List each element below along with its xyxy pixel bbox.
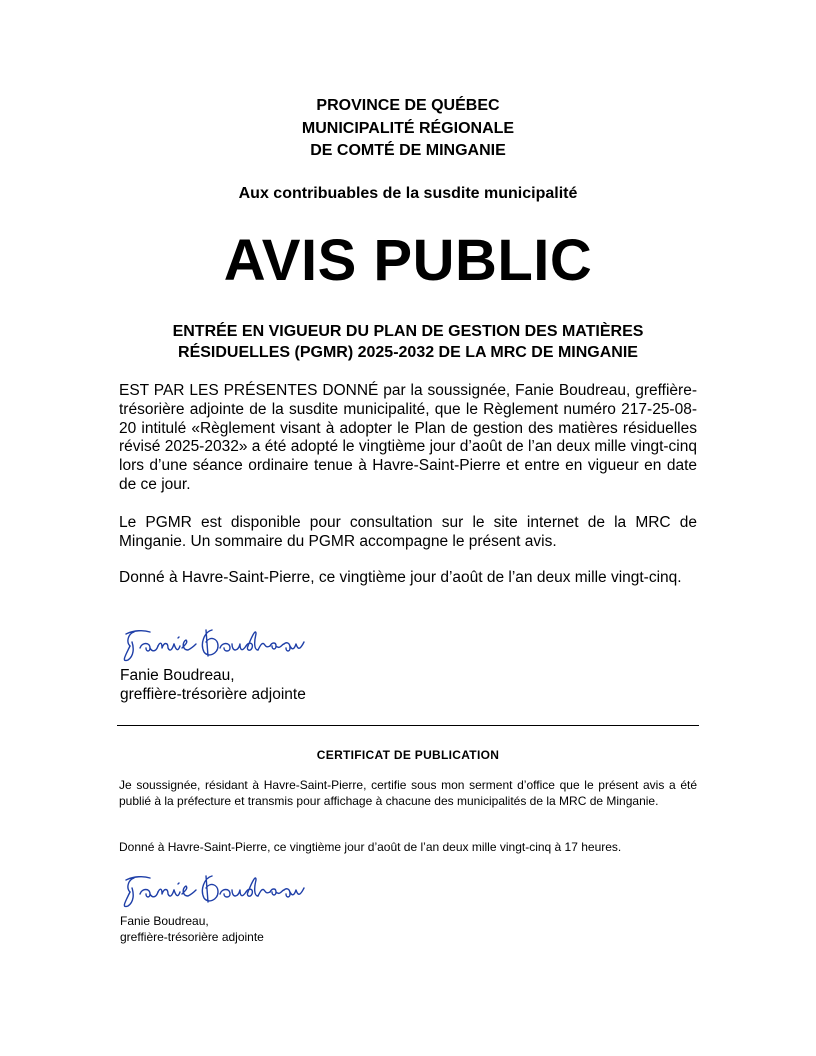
header-county: DE COMTÉ DE MINGANIE xyxy=(310,142,506,159)
certificate-title: CERTIFICAT DE PUBLICATION xyxy=(316,748,500,762)
body-paragraph-3: Donné à Havre-Saint-Pierre, ce vingtième jour d’août de l’an deux mille vingt-cinq. xyxy=(119,569,682,586)
certificate-paragraph-2: Donné à Havre-Saint-Pierre, ce vingtième jour d’août de l’an deux mille vingt-cinq à 17 heures. xyxy=(119,840,622,854)
signer-title: greffière-trésorière adjointe xyxy=(120,686,306,703)
addressee-line: Aux contribuables de la susdite municipalité xyxy=(238,185,578,202)
certificate-signer-title: greffière-trésorière adjointe xyxy=(120,930,264,944)
header-province: PROVINCE DE QUÉBEC xyxy=(316,97,500,114)
body-paragraph-1: EST PAR LES PRÉSENTES DONNÉ par la soussignée, Fanie Boudreau, greffière-trésorière adjointe de la susdite municipalité, que le Règlement numéro 217-25-08-20 intitulé «Règlement visant à adopter le Plan de gestion des matières résiduelles révisé 2025-2032» a été adopté le vingtième jour d’août de l’an deux mille vingt-cinq lors d’une séance ordinaire tenue à Havre-Saint-Pierre et entre en vigueur en date de ce jour. xyxy=(119,382,697,493)
subject-line-2: RÉSIDUELLES (PGMR) 2025-2032 DE LA MRC DE MINGANIE xyxy=(178,344,638,361)
header-municipality: MUNICIPALITÉ RÉGIONALE xyxy=(301,120,515,137)
certificate-signer-name: Fanie Boudreau, xyxy=(120,914,209,928)
notice-subject xyxy=(120,321,696,363)
handwritten-signature xyxy=(120,622,320,666)
certificate-handwritten-signature xyxy=(120,868,320,912)
subject-line-1: ENTRÉE EN VIGUEUR DU PLAN DE GESTION DES MATIÈRES xyxy=(172,323,644,340)
signer-name: Fanie Boudreau, xyxy=(120,667,235,684)
notice-title: AVIS PUBLIC xyxy=(223,228,593,293)
section-divider xyxy=(117,725,699,726)
certificate-paragraph-1: Je soussignée, résidant à Havre-Saint-Pierre, certifie sous mon serment d’office que le présent avis a été publié à la préfecture et transmis pour affichage à chacune des municipalités de la MRC de Minganie. xyxy=(119,778,697,808)
body-paragraph-2: Le PGMR est disponible pour consultation sur le site internet de la MRC de Minganie. Un sommaire du PGMR accompagne le présent avis. xyxy=(119,514,697,550)
